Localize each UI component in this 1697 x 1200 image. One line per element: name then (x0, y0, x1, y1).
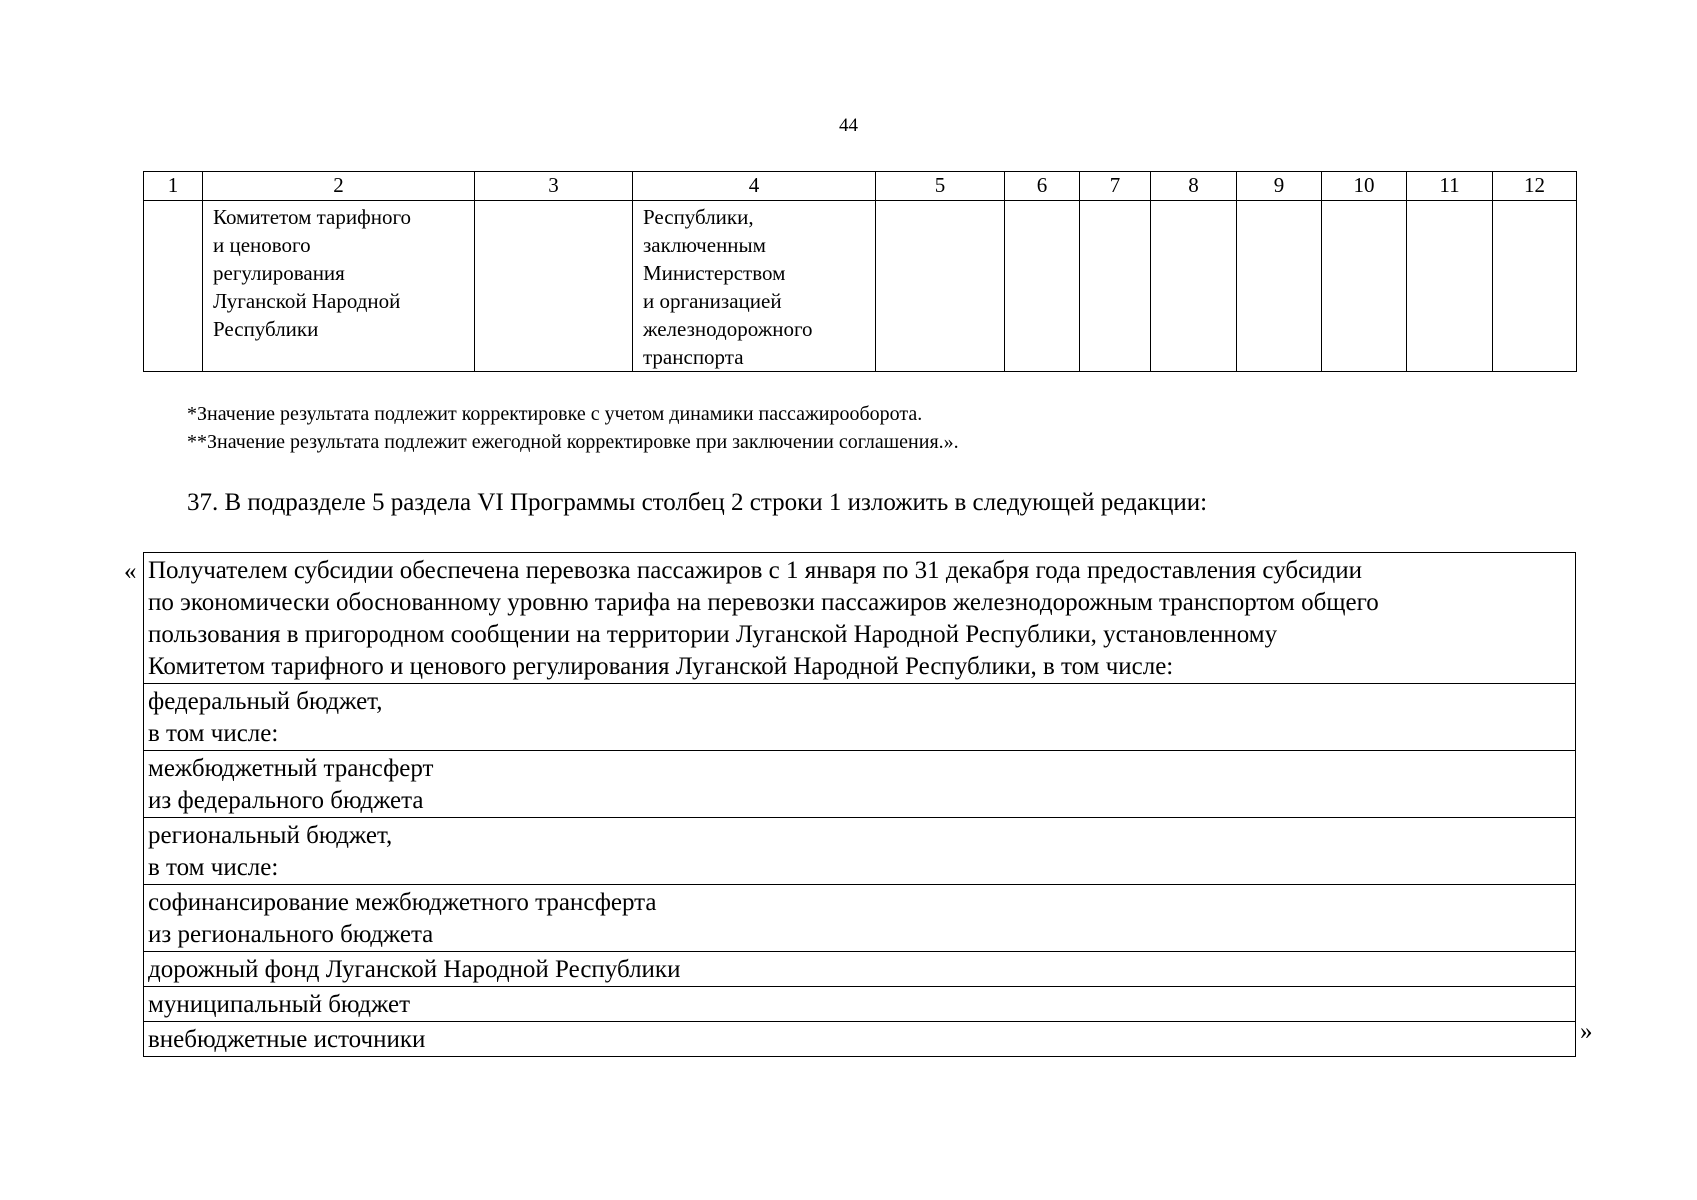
table-row (144, 553, 1576, 684)
amended-text-table (143, 552, 1576, 1057)
federal-transfer-cell: межбюджетный трансферт из федерального бюджета (144, 751, 1576, 818)
column-header-7: 7 (1080, 172, 1151, 201)
column-header-9: 9 (1237, 172, 1322, 201)
table-row (144, 818, 1576, 885)
footnotes (187, 400, 1587, 456)
table-row (144, 201, 1577, 372)
page-number: 44 (839, 115, 858, 136)
extrabudgetary-cell: внебюджетные источники (144, 1022, 1576, 1057)
cell-col-7 (1080, 201, 1151, 372)
cell-col-4: Республики, заключенным Министерством и организацией железнодорожного транспорта (633, 201, 876, 372)
results-table-continuation (143, 171, 1577, 372)
column-header-11: 11 (1407, 172, 1493, 201)
table-row (144, 885, 1576, 952)
column-header-6: 6 (1005, 172, 1080, 201)
subsidy-result-cell: Получателем субсидии обеспечена перевозка пассажиров с 1 января по 31 декабря года предоставления субсидии по экономически обоснованному уровню тарифа на перевозки пассажиров железнодорожным транспортом общего пользования в пригородном сообщении на территории Луганской Народной Республики, установленному Комитетом тарифного и ценового регулирования Луганской Народной Республики, в том числе: (144, 553, 1576, 684)
table-row (144, 751, 1576, 818)
cell-col-1 (144, 201, 203, 372)
cell-col-2: Комитетом тарифного и ценового регулирования Луганской Народной Республики (203, 201, 475, 372)
column-number-row (144, 172, 1577, 201)
opening-quote: « (124, 558, 137, 585)
cell-col-3 (475, 201, 633, 372)
footnote-1: *Значение результата подлежит корректировке с учетом динамики пассажирооборота. (187, 403, 923, 425)
column-header-5: 5 (876, 172, 1005, 201)
cell-col-6 (1005, 201, 1080, 372)
column-header-12: 12 (1493, 172, 1577, 201)
column-header-2: 2 (203, 172, 475, 201)
cell-col-11 (1407, 201, 1493, 372)
cell-col-9 (1237, 201, 1322, 372)
municipal-budget-cell: муниципальный бюджет (144, 987, 1576, 1022)
footnote-2: **Значение результата подлежит ежегодной корректировке при заключении соглашения.». (187, 431, 959, 453)
column-header-10: 10 (1322, 172, 1407, 201)
amendment-paragraph: 37. В подразделе 5 раздела VI Программы столбец 2 строки 1 изложить в следующей редакции: (187, 489, 1208, 516)
closing-quote: » (1580, 1018, 1593, 1045)
column-header-4: 4 (633, 172, 876, 201)
column-header-8: 8 (1151, 172, 1237, 201)
column-header-1: 1 (144, 172, 203, 201)
column-header-3: 3 (475, 172, 633, 201)
table-row (144, 952, 1576, 987)
cell-col-10 (1322, 201, 1407, 372)
cell-col-8 (1151, 201, 1237, 372)
federal-budget-cell: федеральный бюджет, в том числе: (144, 684, 1576, 751)
cell-col-12 (1493, 201, 1577, 372)
cell-col-5 (876, 201, 1005, 372)
table-row (144, 1022, 1576, 1057)
regional-budget-cell: региональный бюджет, в том числе: (144, 818, 1576, 885)
table-row (144, 684, 1576, 751)
road-fund-cell: дорожный фонд Луганской Народной Республики (144, 952, 1576, 987)
cofinancing-cell: софинансирование межбюджетного трансферта из регионального бюджета (144, 885, 1576, 952)
table-row (144, 987, 1576, 1022)
